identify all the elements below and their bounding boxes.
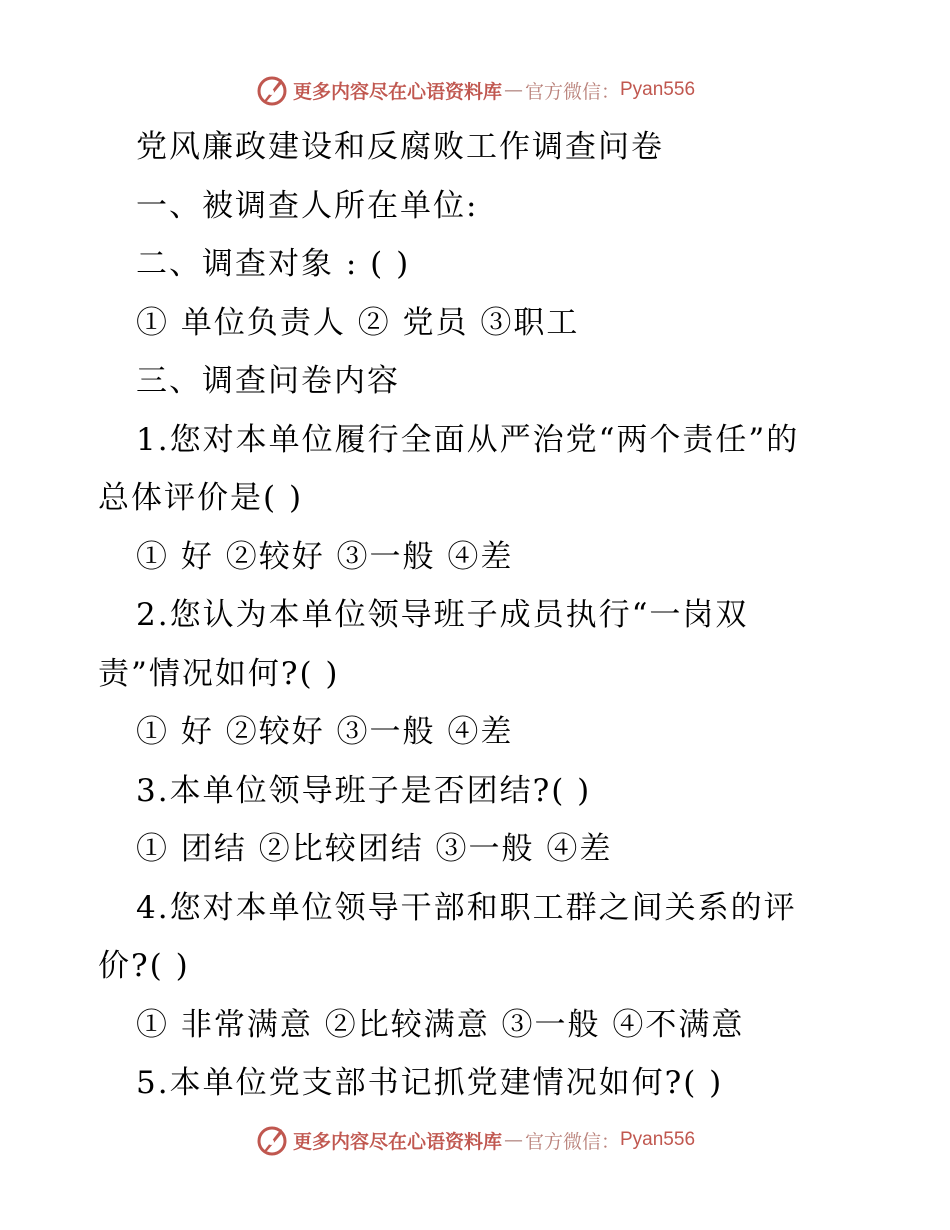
banner-wechat-label: 官方微信：: [524, 1130, 620, 1153]
question-4: 4.您对本单位领导干部和职工群之间关系的评: [136, 889, 797, 926]
question-2-continued: 责”情况如何?( ): [98, 655, 340, 692]
banner-separator: —: [503, 1129, 523, 1151]
document-title: 党风廉政建设和反腐败工作调查问卷: [136, 129, 664, 165]
survey-target-options: ① 单位负责人 ② 党员 ③职工: [136, 304, 580, 341]
banner-text: 更多内容尽在心语资料库: [292, 80, 502, 103]
question-3-options: ① 团结 ②比较团结 ③一般 ④差: [136, 831, 613, 867]
banner-wechat-id: Pyan556: [620, 79, 696, 100]
question-4-options: ① 非常满意 ②比较满意 ③一般 ④不满意: [136, 1006, 745, 1043]
question-2: 2.您认为本单位领导班子成员执行“一岗双: [136, 597, 749, 633]
footer-watermark-banner: [0, 1120, 950, 1160]
quill-logo-icon: [255, 1123, 289, 1157]
respondent-unit-line: 一、被调查人所在单位:: [136, 187, 479, 224]
question-4-continued: 价?( ): [98, 948, 190, 984]
question-3: 3.本单位领导班子是否团结?( ): [136, 772, 592, 809]
question-1-options: ① 好 ②较好 ③一般 ④差: [136, 538, 514, 575]
document-body: [98, 118, 898, 1113]
quill-logo-icon: [255, 73, 289, 107]
section-heading: 三、调查问卷内容: [136, 363, 400, 399]
banner-text: 更多内容尽在心语资料库: [292, 1130, 502, 1153]
banner-wechat-id: Pyan556: [620, 1129, 696, 1150]
survey-target-line: 二、调查对象 : ( ): [136, 246, 411, 282]
question-1-continued: 总体评价是( ): [98, 480, 304, 516]
banner-wechat-label: 官方微信：: [524, 80, 620, 103]
question-1: 1.您对本单位履行全面从严治党“两个责任”的: [136, 421, 800, 458]
question-5: 5.本单位党支部书记抓党建情况如何?( ): [136, 1065, 724, 1101]
question-2-options: ① 好 ②较好 ③一般 ④差: [136, 714, 514, 750]
banner-separator: —: [503, 79, 523, 101]
header-watermark-banner: [0, 70, 950, 110]
